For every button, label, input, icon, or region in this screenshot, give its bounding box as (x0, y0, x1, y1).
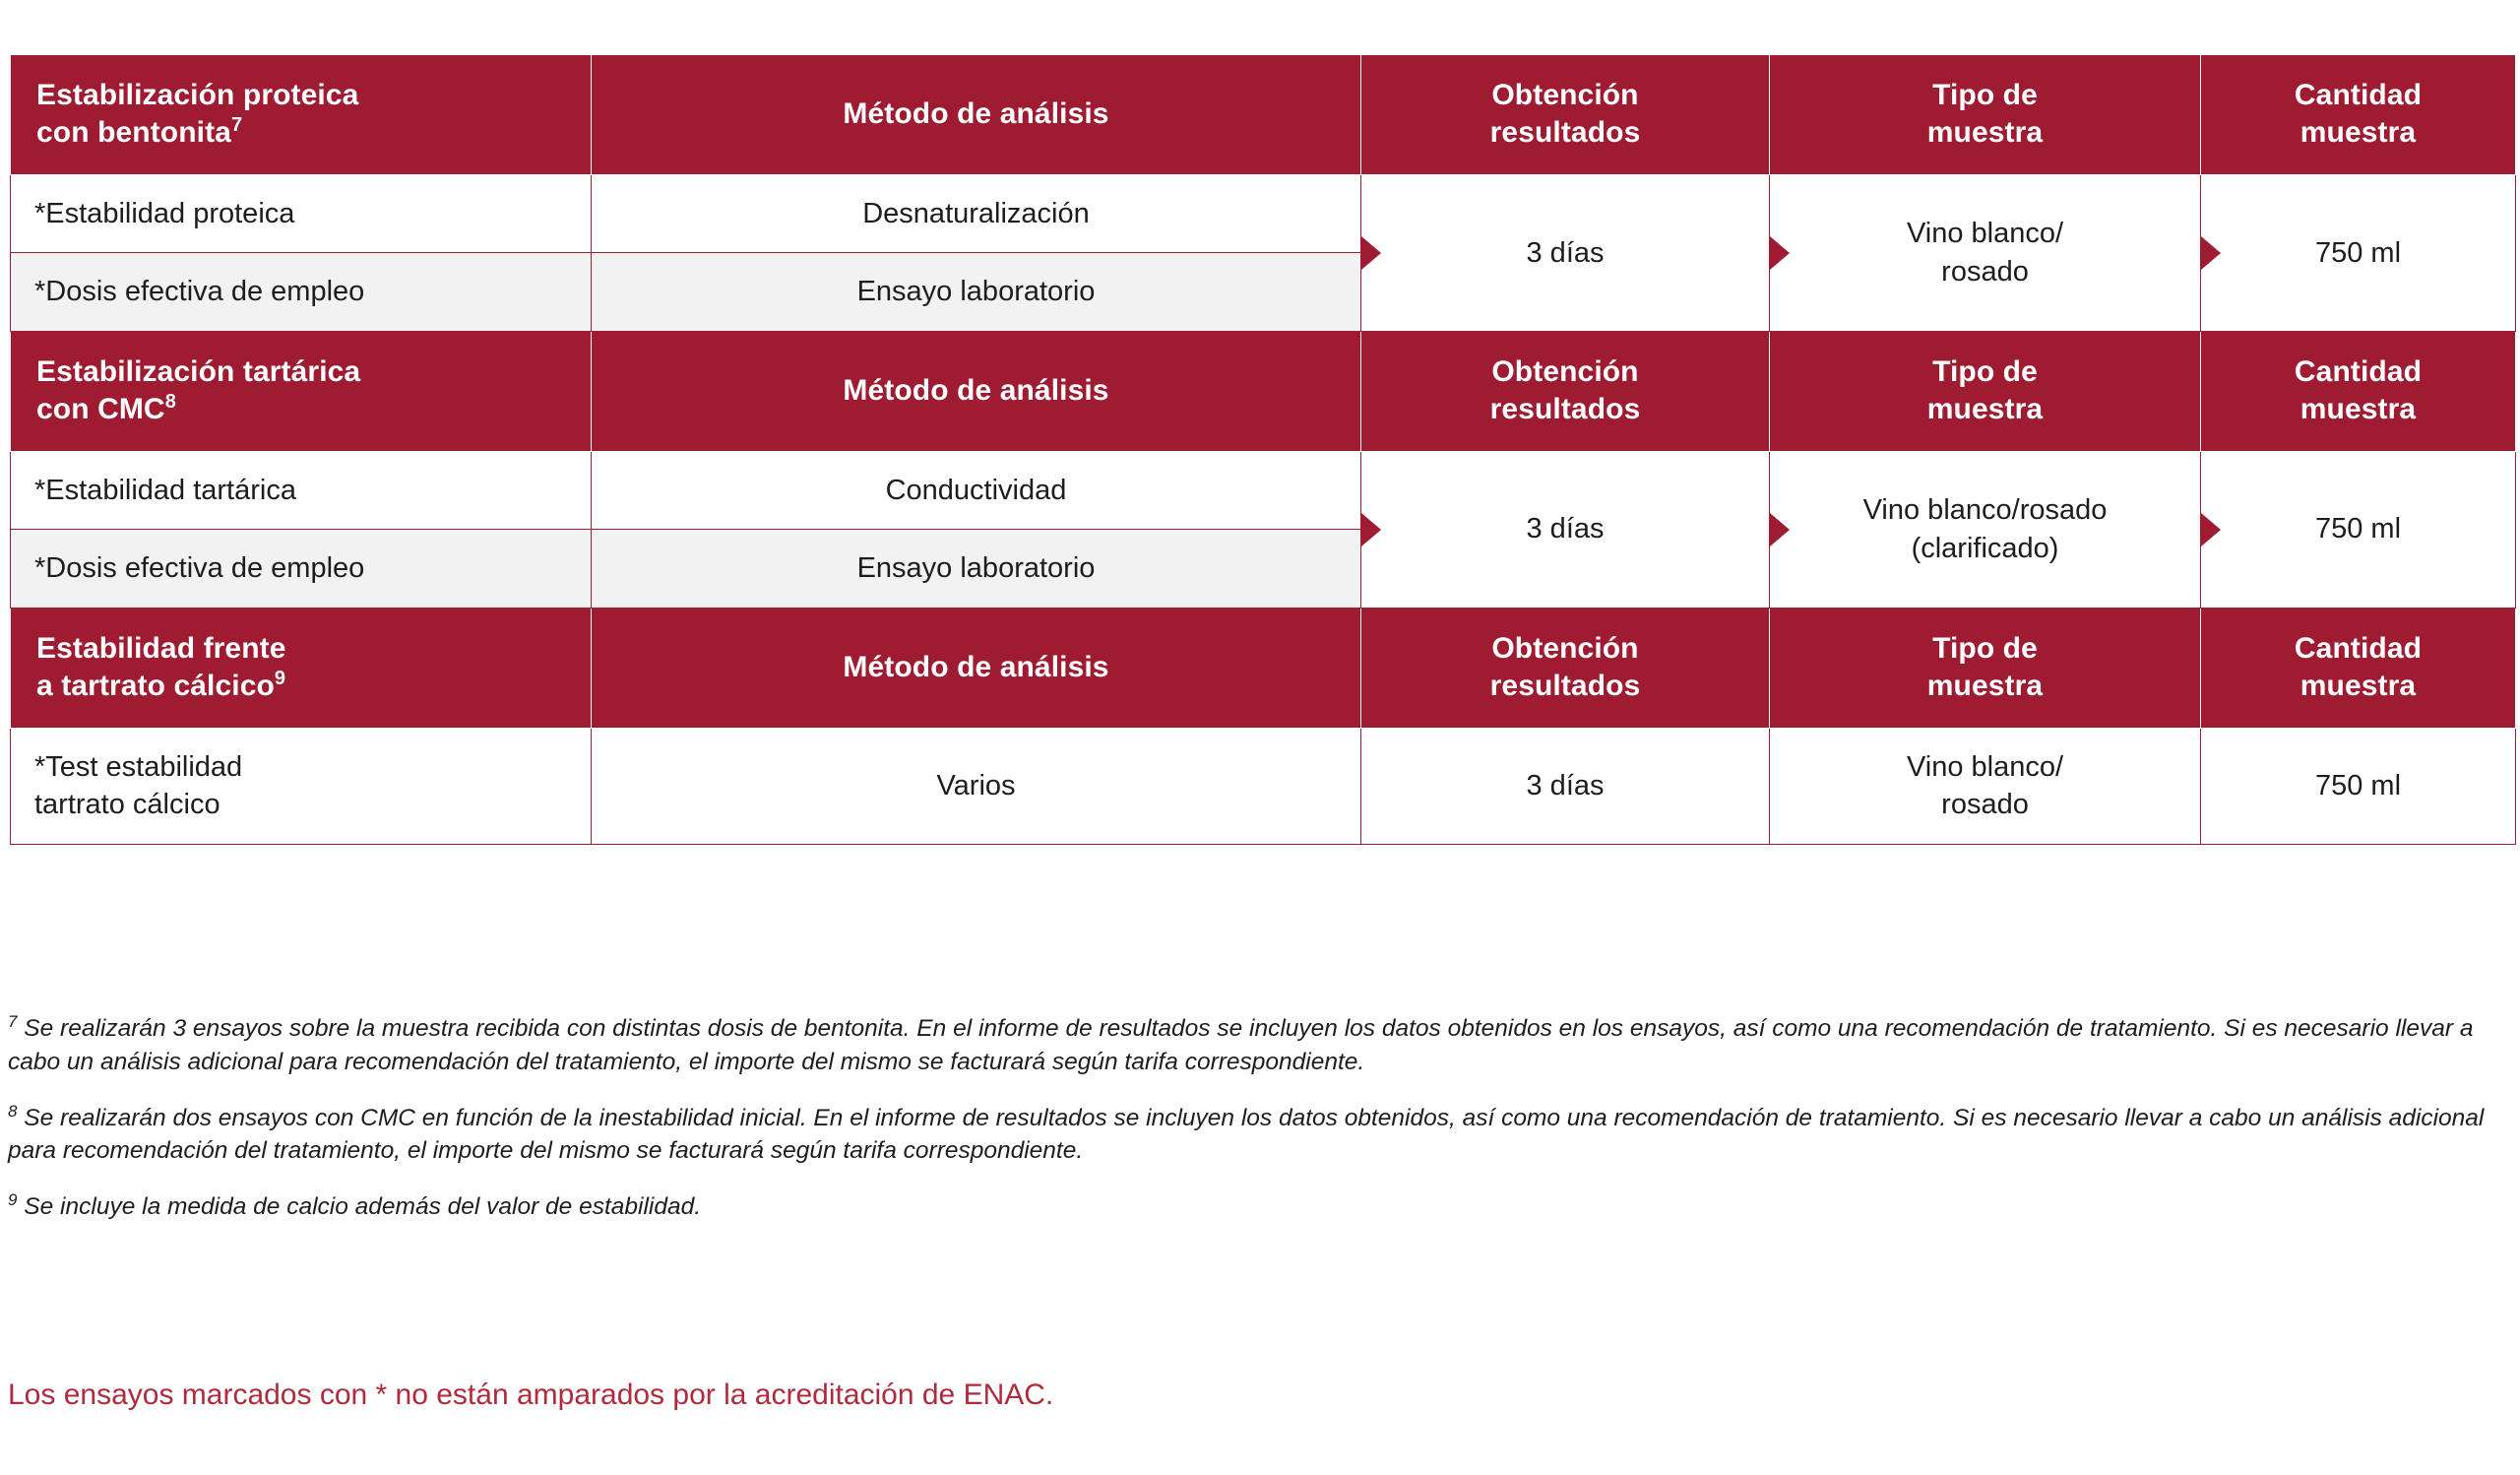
footnotes-block (8, 1012, 2514, 1247)
arrow-right-icon (1361, 236, 1381, 270)
column-header-sample-type-line1: Tipo de (1932, 79, 2038, 111)
results-time-value: 3 días (1526, 236, 1605, 269)
results-time: 3 días (1361, 728, 1770, 844)
section-title-footnote-marker: 8 (164, 391, 176, 414)
arrow-right-icon (2201, 513, 2221, 546)
section-header-bentonita (11, 55, 2516, 175)
table-row (11, 174, 2516, 253)
arrow-right-icon (1770, 513, 1790, 546)
column-header-results-line2: resultados (1489, 670, 1641, 703)
section-title-line1: Estabilidad frente (36, 631, 286, 665)
column-header-method: Método de análisis (592, 55, 1361, 175)
column-header-method: Método de análisis (592, 608, 1361, 728)
section-title-footnote-marker: 7 (230, 114, 243, 137)
section-title-tartrato-calcico (11, 608, 592, 728)
section-header-cmc (11, 331, 2516, 451)
column-header-results (1361, 608, 1770, 728)
column-header-method: Método de análisis (592, 331, 1361, 451)
section-title-bentonita (11, 55, 592, 175)
column-header-sample-quantity (2201, 608, 2516, 728)
column-header-results-line1: Obtención (1491, 354, 1639, 388)
column-header-sample-quantity-line1: Cantidad (2294, 354, 2423, 388)
table-row (11, 728, 2516, 844)
assay-name: *Dosis efectiva de empleo (11, 253, 592, 332)
section-title-footnote-marker: 9 (274, 668, 286, 690)
footnote-text: Se realizarán 3 ensayos sobre la muestra recibida con distintas dosis de bentonita. En el informe de resultados se incluyen los datos obtenidos en los ensayos, así como una recomendación de tratamiento. Si es necesario llevar a cabo un análisis adicional para recomendación del tratamiento, el importe del mismo se facturará según tarifa correspondiente. (8, 1015, 2474, 1075)
arrow-right-icon (2201, 236, 2221, 270)
assay-name-line2: tartrato cálcico (34, 789, 220, 821)
column-header-sample-type-line1: Tipo de (1932, 631, 2038, 665)
assay-method: Conductividad (592, 451, 1361, 530)
analysis-matrix-table (10, 54, 2515, 845)
matrix (10, 54, 2516, 845)
sample-quantity-value: 750 ml (2314, 513, 2402, 545)
column-header-sample-type (1770, 608, 2201, 728)
column-header-results (1361, 331, 1770, 451)
column-header-sample-quantity-line2: muestra (2300, 670, 2417, 703)
section-title-cmc (11, 331, 592, 451)
sample-type-line2: rosado (1941, 789, 2029, 821)
sample-type-line1: Vino blanco/ (1906, 750, 2064, 783)
column-header-sample-type (1770, 331, 2201, 451)
column-header-sample-quantity-line2: muestra (2300, 393, 2417, 426)
arrow-right-icon (1361, 513, 1381, 546)
column-header-results (1361, 55, 1770, 175)
sample-type (1770, 728, 2201, 844)
footnote-7 (8, 1012, 2514, 1079)
assay-name: *Estabilidad tartárica (11, 451, 592, 530)
column-header-sample-type (1770, 55, 2201, 175)
footnote-marker: 7 (8, 1011, 18, 1031)
section-title-line1: Estabilización proteica (36, 79, 359, 111)
column-header-sample-type-line2: muestra (1926, 393, 2044, 426)
column-header-sample-quantity (2201, 55, 2516, 175)
assay-name (11, 728, 592, 844)
results-time (1361, 174, 1770, 331)
enac-accreditation-note: Los ensayos marcados con * no están amparados por la acreditación de ENAC. (8, 1379, 1054, 1411)
arrow-right-icon (1770, 236, 1790, 270)
sample-quantity (2201, 451, 2516, 608)
footnote-marker: 9 (8, 1190, 18, 1210)
assay-method: Varios (592, 728, 1361, 844)
footnote-marker: 8 (8, 1101, 18, 1121)
column-header-sample-quantity-line1: Cantidad (2294, 79, 2423, 111)
column-header-results-line2: resultados (1489, 116, 1641, 150)
column-header-sample-type-line1: Tipo de (1932, 354, 2038, 388)
assay-name-line1: *Test estabilidad (34, 750, 243, 783)
sample-quantity-value: 750 ml (2314, 236, 2402, 269)
sample-type (1770, 451, 2201, 608)
column-header-sample-quantity (2201, 331, 2516, 451)
results-time (1361, 451, 1770, 608)
column-header-results-line2: resultados (1489, 393, 1641, 426)
column-header-sample-type-line2: muestra (1926, 116, 2044, 150)
section-title-line1: Estabilización tartárica (36, 354, 361, 388)
sample-type-line1: Vino blanco/ (1906, 218, 2064, 250)
sample-type-line2: rosado (1941, 255, 2029, 288)
column-header-sample-quantity-line1: Cantidad (2294, 631, 2423, 665)
results-time-value: 3 días (1526, 513, 1605, 545)
footnote-8 (8, 1102, 2514, 1169)
column-header-results-line1: Obtención (1491, 79, 1639, 111)
footnote-9 (8, 1190, 2514, 1224)
column-header-sample-quantity-line2: muestra (2300, 116, 2417, 150)
section-title-line2: con bentonita (36, 116, 231, 150)
assay-name: *Dosis efectiva de empleo (11, 530, 592, 609)
sample-type-line1: Vino blanco/rosado (1862, 494, 2108, 527)
footnote-text: Se incluye la medida de calcio además del valor de estabilidad. (24, 1193, 702, 1221)
table-row (11, 451, 2516, 530)
section-title-line2: con CMC (36, 393, 165, 426)
sample-quantity (2201, 174, 2516, 331)
assay-name: *Estabilidad proteica (11, 174, 592, 253)
sample-quantity: 750 ml (2201, 728, 2516, 844)
column-header-results-line1: Obtención (1491, 631, 1639, 665)
assay-method: Ensayo laboratorio (592, 530, 1361, 609)
assay-method: Desnaturalización (592, 174, 1361, 253)
footnote-text: Se realizarán dos ensayos con CMC en función de la inestabilidad inicial. En el informe de resultados se incluyen los datos obtenidos, así como una recomendación de tratamiento. Si es necesario llevar a cabo un análisis adicional para recomendación del tratamiento, el importe del mismo se facturará según tarifa correspondiente. (8, 1104, 2485, 1165)
sample-type (1770, 174, 2201, 331)
assay-method: Ensayo laboratorio (592, 253, 1361, 332)
sample-type-line2: (clarificado) (1911, 532, 2059, 564)
section-header-tartrato-calcico (11, 608, 2516, 728)
column-header-sample-type-line2: muestra (1926, 670, 2044, 703)
section-title-line2: a tartrato cálcico (36, 670, 275, 703)
